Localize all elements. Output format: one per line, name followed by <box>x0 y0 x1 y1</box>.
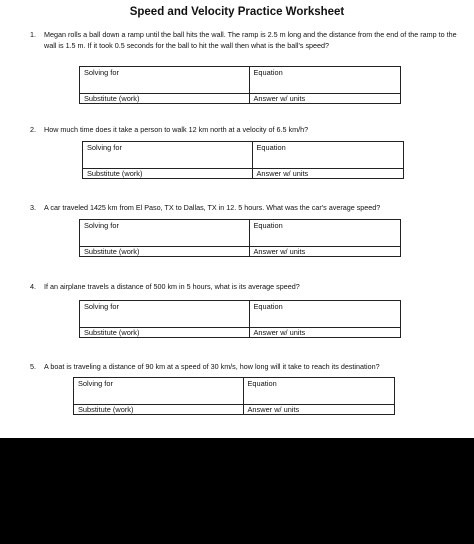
question-text: How much time does it take a person to walk 12 km north at a velocity of 6.5 km/h? <box>44 125 309 134</box>
answer-box-3 <box>79 219 401 257</box>
answer-cell[interactable]: Answer w/ units <box>252 169 404 179</box>
worksheet-title: Speed and Velocity Practice Worksheet <box>129 6 345 18</box>
question-3 <box>30 203 460 214</box>
answer-box-2 <box>82 141 404 179</box>
answer-cell[interactable]: Answer w/ units <box>249 94 401 104</box>
answer-cell[interactable]: Answer w/ units <box>249 247 401 257</box>
substitute-cell[interactable]: Substitute (work) <box>80 94 250 104</box>
equation-cell[interactable]: Equation <box>249 67 401 94</box>
solving-for-cell[interactable]: Solving for <box>80 67 250 94</box>
question-1 <box>30 30 460 51</box>
question-text: If an airplane travels a distance of 500 km in 5 hours, what is its average speed? <box>44 282 300 291</box>
question-number: 4. <box>30 282 36 291</box>
question-number: 5. <box>30 362 36 371</box>
equation-cell[interactable]: Equation <box>249 220 401 247</box>
substitute-cell[interactable]: Substitute (work) <box>80 247 250 257</box>
answer-cell[interactable]: Answer w/ units <box>243 405 395 415</box>
substitute-cell[interactable]: Substitute (work) <box>80 328 250 338</box>
question-text: A boat is traveling a distance of 90 km at a speed of 30 km/s, how long will it take to reach its destination? <box>44 362 380 371</box>
question-text: Megan rolls a ball down a ramp until the ball hits the wall. The ramp is 2.5 m long and the distance from the end of the ramp to the wall is 1.5 m. If it took 0.5 seconds for the ball to hit the wall then what is the ball's speed? <box>44 30 457 50</box>
equation-cell[interactable]: Equation <box>252 142 404 169</box>
question-5 <box>30 362 470 373</box>
solving-for-cell[interactable]: Solving for <box>80 220 250 247</box>
equation-cell[interactable]: Equation <box>243 378 395 405</box>
answer-box-5 <box>73 377 395 415</box>
question-number: 2. <box>30 125 36 134</box>
answer-cell[interactable]: Answer w/ units <box>249 328 401 338</box>
answer-box-1 <box>79 66 401 104</box>
substitute-cell[interactable]: Substitute (work) <box>74 405 244 415</box>
answer-box-4 <box>79 300 401 338</box>
question-4 <box>30 282 460 293</box>
question-number: 1. <box>30 30 36 39</box>
solving-for-cell[interactable]: Solving for <box>83 142 253 169</box>
question-2 <box>30 125 460 136</box>
substitute-cell[interactable]: Substitute (work) <box>83 169 253 179</box>
question-number: 3. <box>30 203 36 212</box>
question-text: A car traveled 1425 km from El Paso, TX to Dallas, TX in 12. 5 hours. What was the car's average speed? <box>44 203 381 212</box>
solving-for-cell[interactable]: Solving for <box>74 378 244 405</box>
black-margin <box>0 438 474 544</box>
solving-for-cell[interactable]: Solving for <box>80 301 250 328</box>
equation-cell[interactable]: Equation <box>249 301 401 328</box>
